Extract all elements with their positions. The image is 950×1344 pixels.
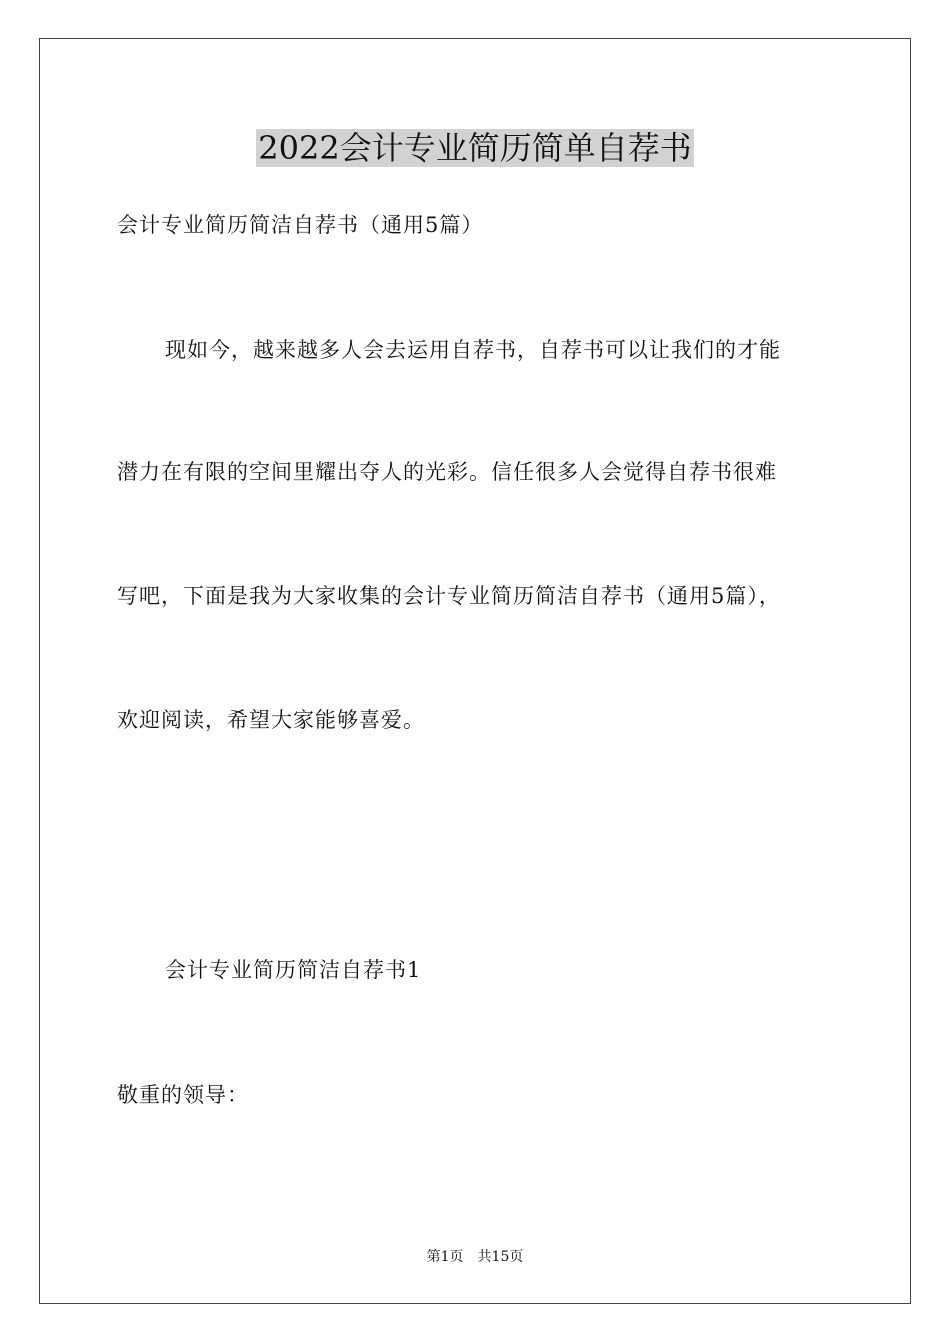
section-heading: 会计专业简历简洁自荐书1 [165, 958, 422, 982]
intro-line-1: 现如今，越来越多人会去运用自荐书，自荐书可以让我们的才能 [165, 338, 781, 362]
salutation: 敬重的领导： [117, 1083, 249, 1107]
intro-line-2: 潜力在有限的空间里耀出夺人的光彩。信任很多人会觉得自荐书很难 [117, 460, 777, 484]
document-title-text: 2022会计专业简历简单自荐书 [258, 129, 692, 167]
document-subtitle: 会计专业简历简洁自荐书（通用5篇） [117, 213, 484, 237]
intro-line-4: 欢迎阅读，希望大家能够喜爱。 [117, 708, 425, 732]
intro-line-3: 写吧，下面是我为大家收集的会计专业简历简洁自荐书（通用5篇）， [117, 584, 781, 608]
page-footer: 第1页 共15页 [426, 1249, 524, 1265]
document-title [0, 126, 950, 170]
